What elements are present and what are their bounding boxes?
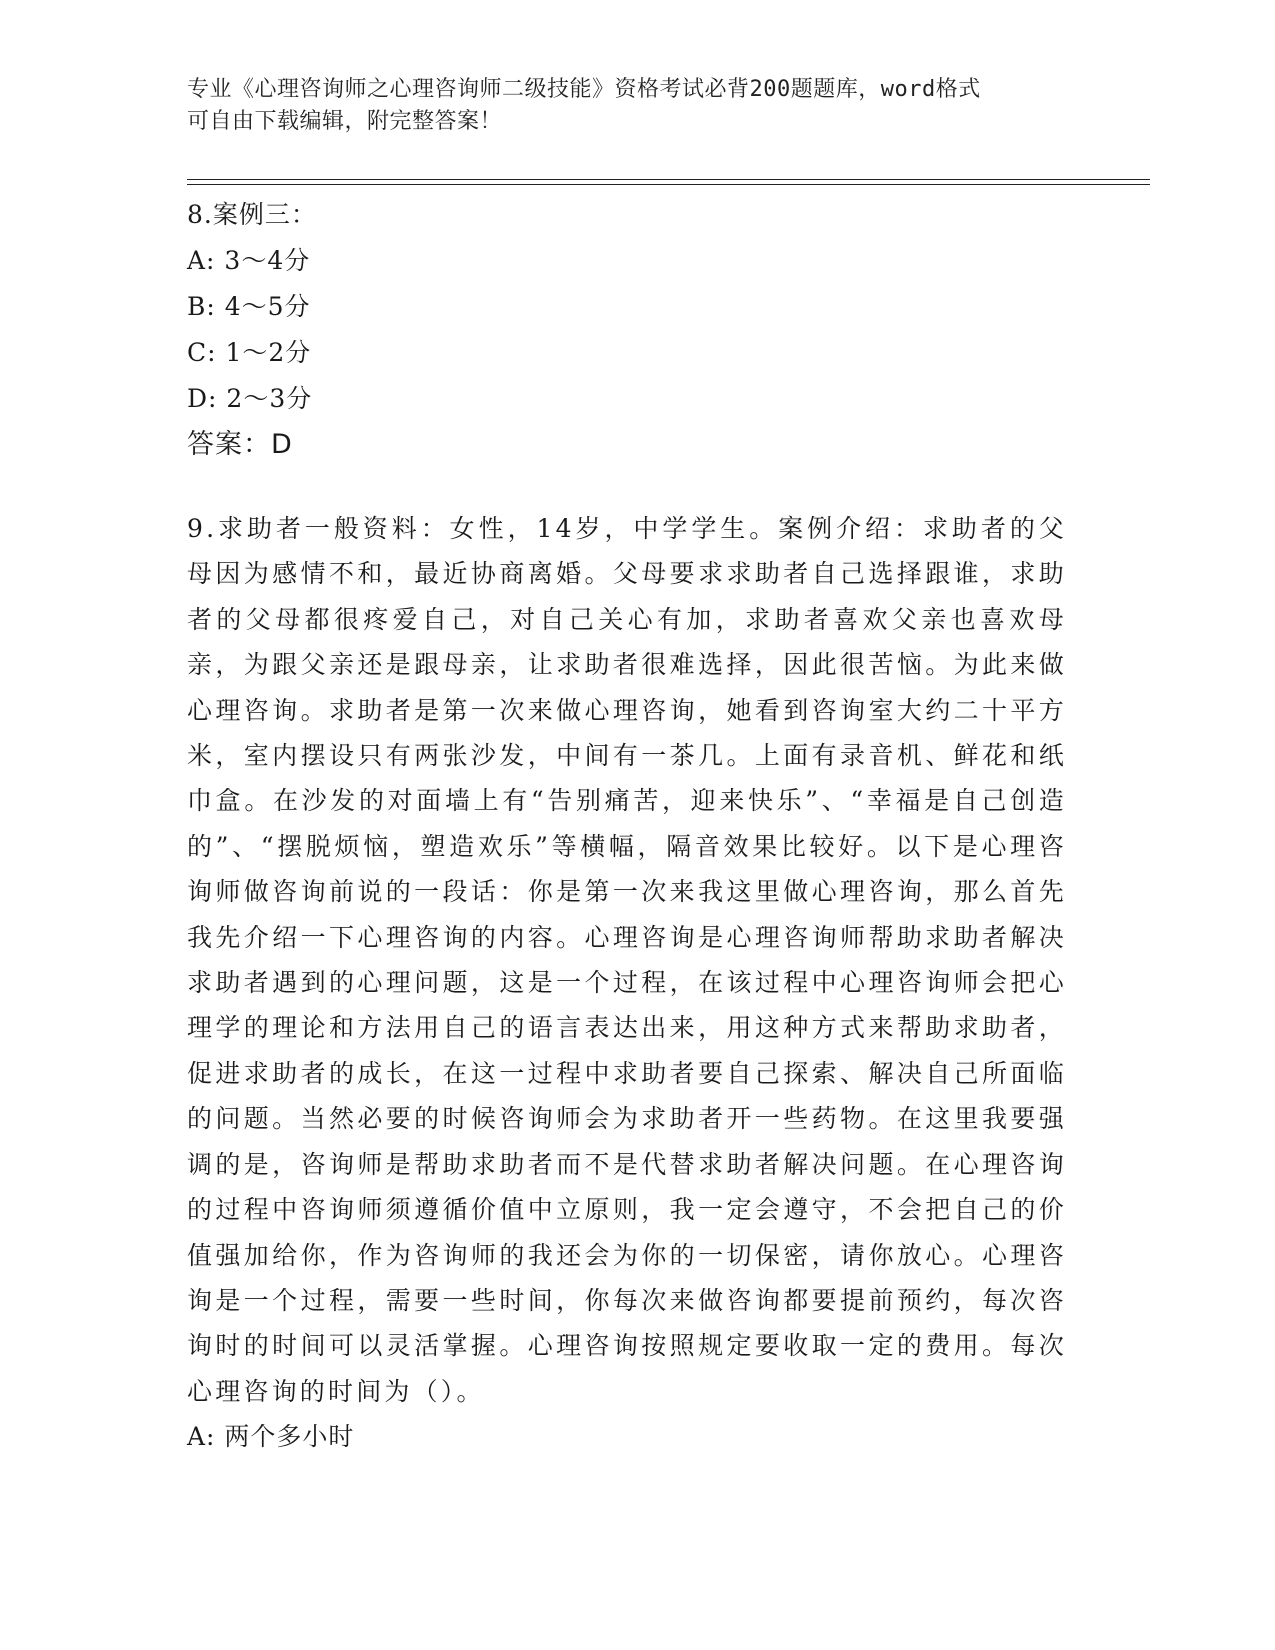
question-9 [187, 506, 1067, 1460]
header-title-line-2: 可自由下载编辑，附完整答案！ [187, 109, 503, 134]
question-8-option-b: B: 4～5分 [187, 292, 311, 321]
question-8-option-a: A: 3～4分 [187, 246, 311, 275]
question-8-title: 8.案例三： [187, 200, 317, 229]
question-9-text: 9.求助者一般资料：女性，14岁，中学学生。案例介绍：求助者的父母因为感情不和，最近协商离婚。父母要求求助者自己选择跟谁，求助者的父母都很疼爱自己，对自己关心有加，求助者喜欢父亲也喜欢母亲，为跟父亲还是跟母亲，让求助者很难选择，因此很苦恼。为此来做心理咨询。求助者是第一次来做心理咨询，她看到咨询室大约二十平方米，室内摆设只有两张沙发，中间有一茶几。上面有录音机、鲜花和纸巾盒。在沙发的对面墙上有“告别痛苦，迎来快乐”、“幸福是自己创造的”、“摆脱烦恼，塑造欢乐”等横幅，隔音效果比较好。以下是心理咨询师做咨询前说的一段话：你是第一次来我这里做心理咨询，那么首先我先介绍一下心理咨询的内容。心理咨询是心理咨询师帮助求助者解决求助者遇到的心理问题，这是一个过程，在该过程中心理咨询师会把心理学的理论和方法用自己的语言表达出来，用这种方式来帮助求助者，促进求助者的成长，在这一过程中求助者要自己探索、解决自己所面临的问题。当然必要的时候咨询师会为求助者开一些药物。在这里我要强调的是，咨询师是帮助求助者而不是代替求助者解决问题。在心理咨询的过程中咨询师须遵循价值中立原则，我一定会遵守，不会把自己的价值强加给你，作为咨询师的我还会为你的一切保密，请你放心。心理咨询是一个过程，需要一些时间，你每次来做咨询都要提前预约，每次咨询时的时间可以灵活掌握。心理咨询按照规定要收取一定的费用。每次心理咨询的时间为（）。 [187, 514, 1067, 1406]
header-divider-bottom [187, 184, 1150, 185]
question-8-option-d: D: 2～3分 [187, 384, 313, 413]
question-9-option-a: A: 两个多小时 [187, 1422, 355, 1452]
question-8 [187, 192, 317, 468]
question-8-answer: 答案：D [187, 429, 293, 460]
document-header [187, 74, 1067, 138]
header-divider-top [187, 179, 1150, 180]
question-8-option-c: C: 1～2分 [187, 338, 312, 367]
header-title-line-1: 专业《心理咨询师之心理咨询师二级技能》资格考试必背200题题库，word格式 [187, 77, 981, 102]
